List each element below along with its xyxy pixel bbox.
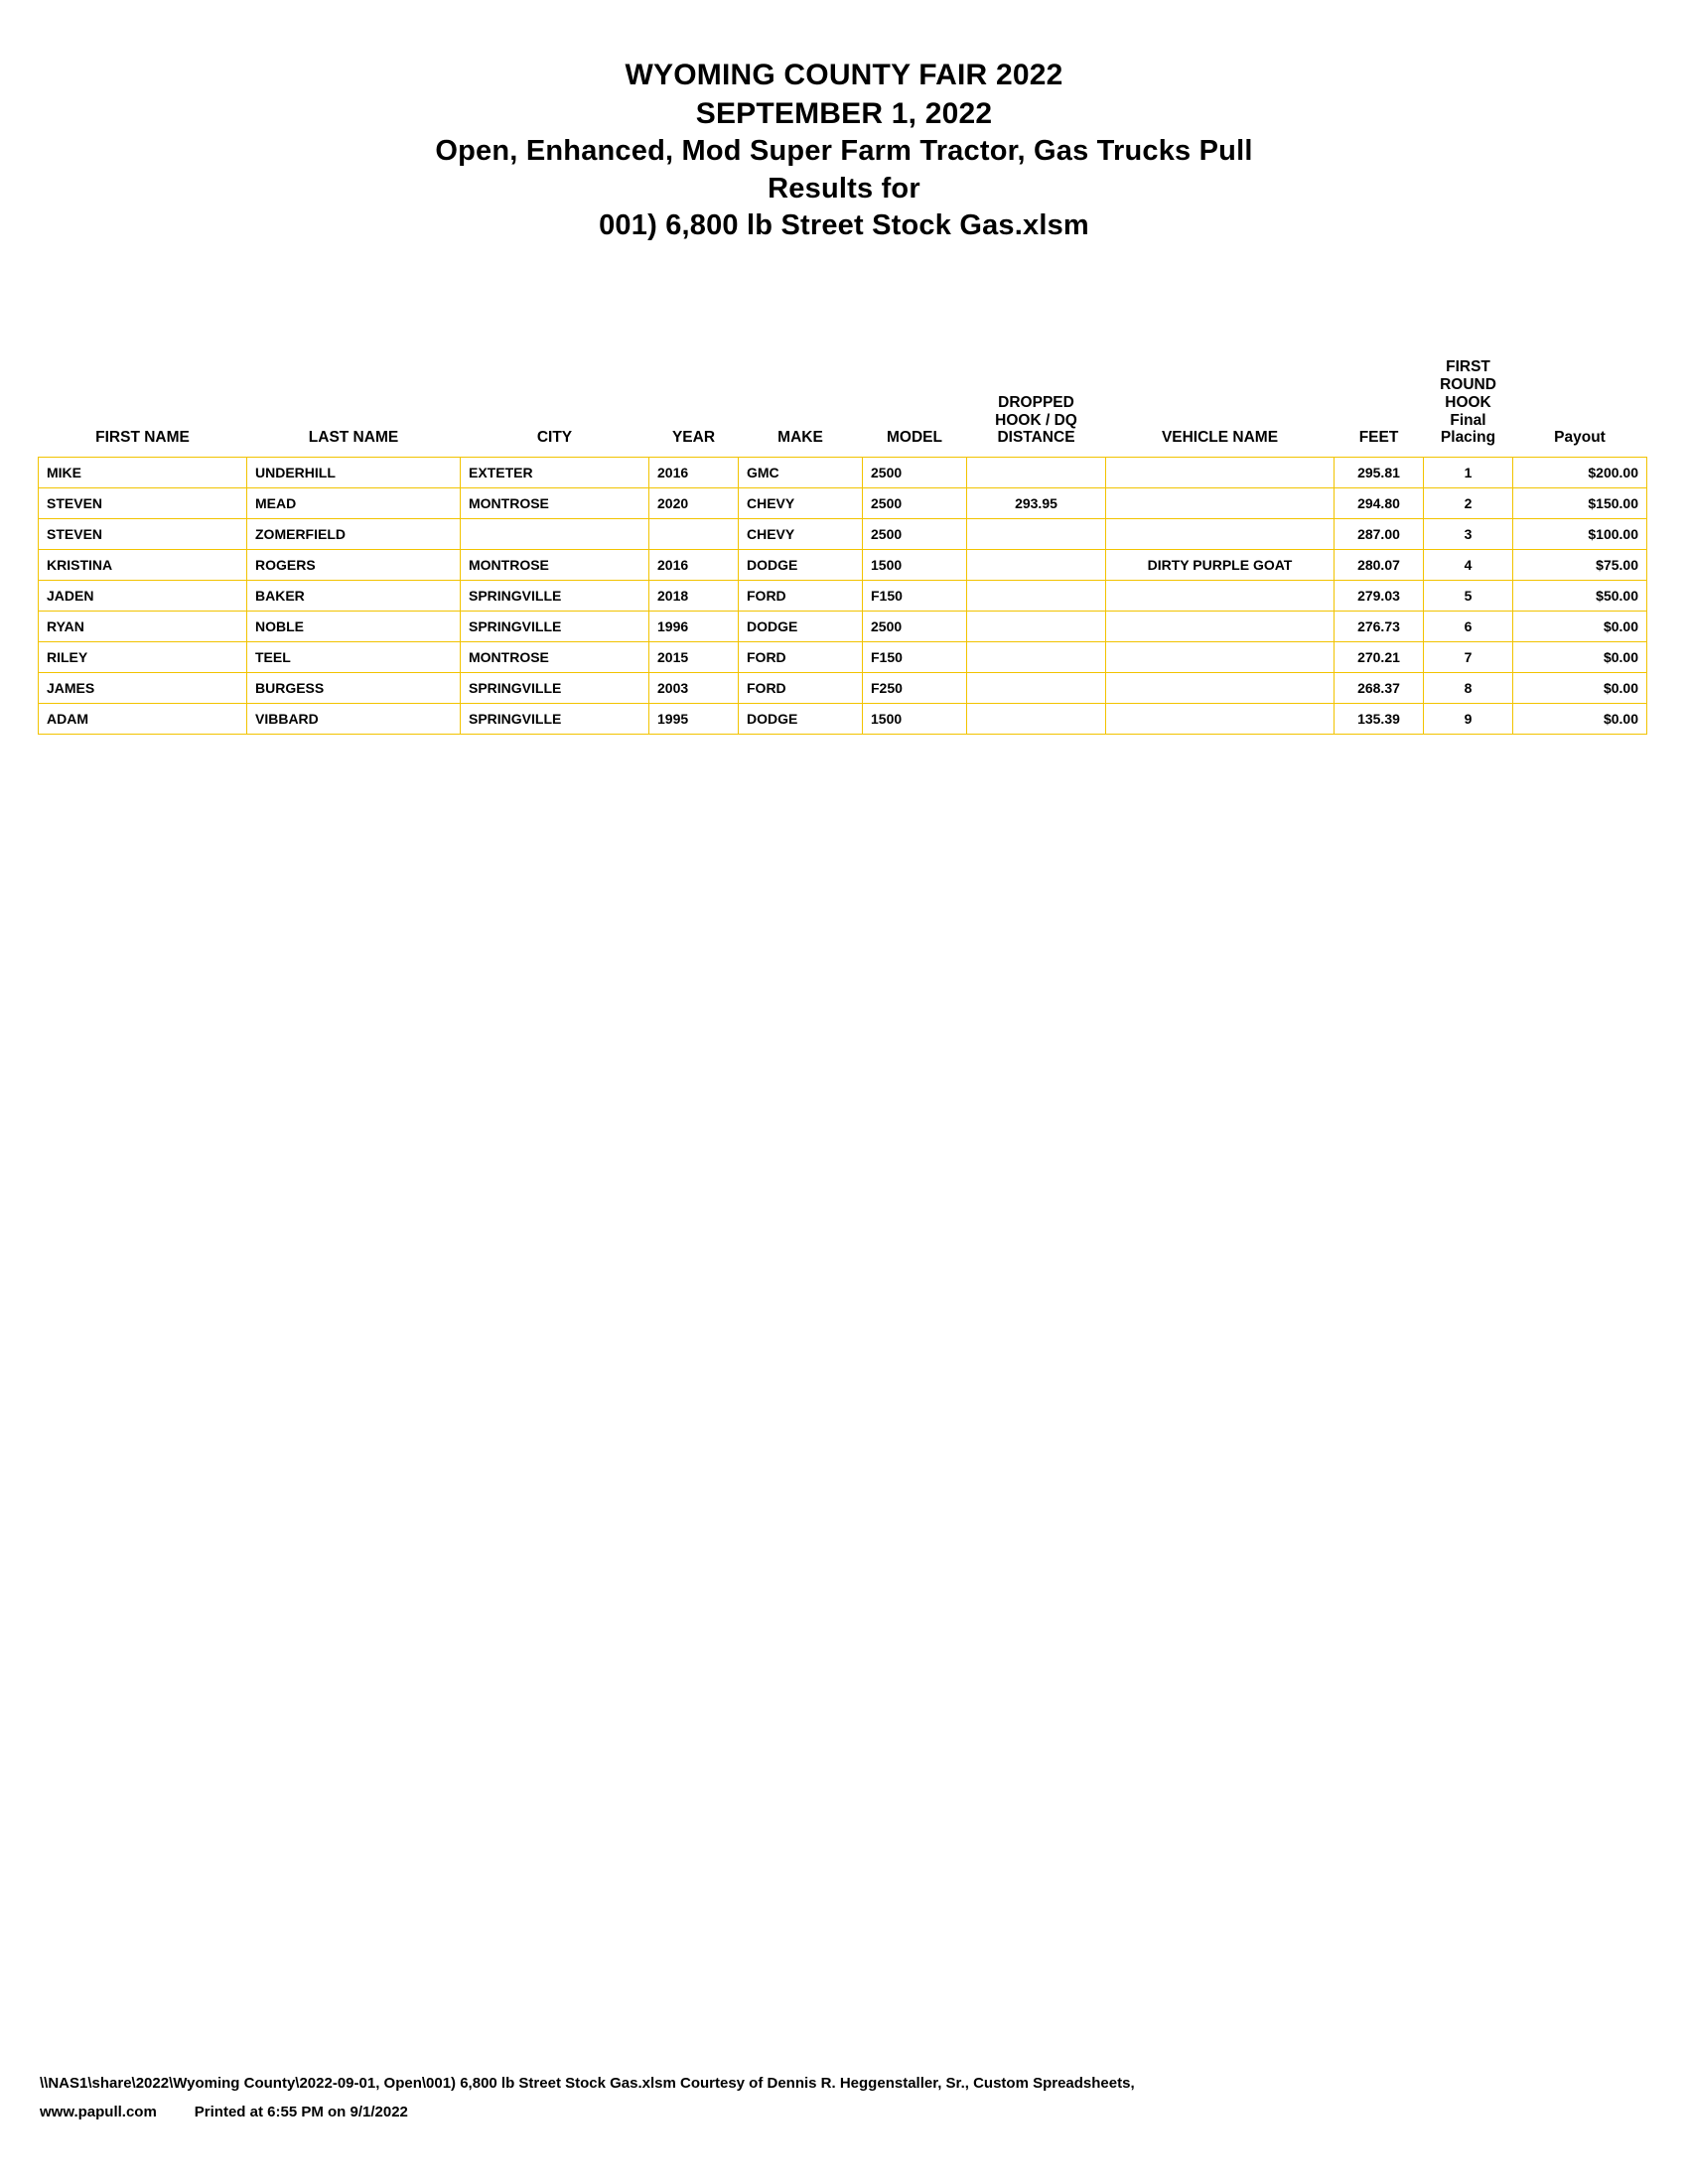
- table-row: [39, 488, 1647, 519]
- footer-path: \\NAS1\share\2022\Wyoming County\2022-09-01, Open\001) 6,800 lb Street Stock Gas.xlsm Courtesy of Dennis R. Heggenstaller, Sr., Custom Spreadsheets,: [40, 2075, 1135, 2092]
- header-results-for: Results for: [768, 172, 920, 205]
- cell-vehicle-name: [1106, 488, 1335, 519]
- footer-printed-timestamp: Printed at 6:55 PM on 9/1/2022: [194, 2103, 408, 2120]
- cell-city: [461, 519, 649, 550]
- cell-year: 2003: [649, 673, 739, 704]
- cell-model: 2500: [863, 612, 967, 642]
- col-header-dropped-line1: DROPPED: [998, 393, 1074, 411]
- cell-payout: $0.00: [1513, 704, 1647, 735]
- col-header-feet: FEET: [1358, 429, 1399, 447]
- cell-vehicle-name: [1106, 581, 1335, 612]
- cell-dropped: [967, 581, 1106, 612]
- col-header-city: CITY: [536, 429, 573, 447]
- col-header-last-name: LAST NAME: [308, 429, 399, 447]
- cell-city: SPRINGVILLE: [461, 581, 649, 612]
- cell-payout: $150.00: [1513, 488, 1647, 519]
- cell-model: 1500: [863, 550, 967, 581]
- cell-last-name: ROGERS: [247, 550, 461, 581]
- cell-vehicle-name: [1106, 519, 1335, 550]
- cell-last-name: NOBLE: [247, 612, 461, 642]
- cell-city: EXTETER: [461, 458, 649, 488]
- cell-feet: 276.73: [1335, 612, 1424, 642]
- cell-vehicle-name: [1106, 704, 1335, 735]
- cell-place: 6: [1424, 612, 1513, 642]
- cell-year: 2020: [649, 488, 739, 519]
- cell-place: 8: [1424, 673, 1513, 704]
- cell-year: 2018: [649, 581, 739, 612]
- results-table: [38, 354, 1647, 735]
- cell-payout: $0.00: [1513, 612, 1647, 642]
- cell-first-name: STEVEN: [39, 488, 247, 519]
- cell-feet: 135.39: [1335, 704, 1424, 735]
- col-header-payout: Payout: [1554, 429, 1606, 447]
- table-row: [39, 612, 1647, 642]
- cell-vehicle-name: [1106, 458, 1335, 488]
- cell-place: 7: [1424, 642, 1513, 673]
- cell-vehicle-name: [1106, 673, 1335, 704]
- cell-place: 1: [1424, 458, 1513, 488]
- col-header-vehicle-name: VEHICLE NAME: [1161, 429, 1279, 447]
- cell-place: 2: [1424, 488, 1513, 519]
- col-header-first-name: FIRST NAME: [95, 429, 190, 447]
- cell-city: SPRINGVILLE: [461, 704, 649, 735]
- col-header-first-round-line2: HOOK: [1445, 393, 1491, 411]
- results-table-head: [39, 354, 1647, 458]
- cell-vehicle-name: [1106, 642, 1335, 673]
- cell-make: CHEVY: [739, 519, 863, 550]
- footer-credits: [40, 2099, 1135, 2127]
- table-row: [39, 519, 1647, 550]
- cell-place: 4: [1424, 550, 1513, 581]
- cell-place: 5: [1424, 581, 1513, 612]
- results-table-body: [39, 458, 1647, 735]
- cell-last-name: UNDERHILL: [247, 458, 461, 488]
- cell-vehicle-name: [1106, 612, 1335, 642]
- cell-feet: 268.37: [1335, 673, 1424, 704]
- cell-last-name: MEAD: [247, 488, 461, 519]
- cell-dropped: [967, 458, 1106, 488]
- document-footer: [40, 2070, 1135, 2126]
- cell-payout: $0.00: [1513, 673, 1647, 704]
- cell-make: FORD: [739, 642, 863, 673]
- cell-payout: $200.00: [1513, 458, 1647, 488]
- header-title-fair: WYOMING COUNTY FAIR 2022: [625, 59, 1063, 91]
- cell-make: DODGE: [739, 704, 863, 735]
- cell-city: MONTROSE: [461, 488, 649, 519]
- col-header-dropped-line3: DISTANCE: [997, 429, 1075, 447]
- table-row: [39, 550, 1647, 581]
- cell-year: 2016: [649, 458, 739, 488]
- cell-city: MONTROSE: [461, 550, 649, 581]
- cell-make: FORD: [739, 673, 863, 704]
- cell-make: DODGE: [739, 612, 863, 642]
- cell-last-name: BAKER: [247, 581, 461, 612]
- cell-payout: $75.00: [1513, 550, 1647, 581]
- table-row: [39, 704, 1647, 735]
- document-header: [0, 0, 1688, 245]
- cell-feet: 294.80: [1335, 488, 1424, 519]
- cell-dropped: [967, 704, 1106, 735]
- cell-payout: $100.00: [1513, 519, 1647, 550]
- table-row: [39, 581, 1647, 612]
- cell-year: [649, 519, 739, 550]
- col-header-first-round-hook: [1424, 354, 1513, 458]
- cell-model: 2500: [863, 458, 967, 488]
- cell-payout: $0.00: [1513, 642, 1647, 673]
- cell-feet: 287.00: [1335, 519, 1424, 550]
- cell-last-name: TEEL: [247, 642, 461, 673]
- cell-dropped: [967, 673, 1106, 704]
- col-header-year: YEAR: [671, 429, 716, 447]
- cell-model: F150: [863, 581, 967, 612]
- cell-dropped: [967, 612, 1106, 642]
- cell-first-name: ADAM: [39, 704, 247, 735]
- cell-dropped: [967, 642, 1106, 673]
- cell-make: FORD: [739, 581, 863, 612]
- table-row: [39, 458, 1647, 488]
- cell-place: 9: [1424, 704, 1513, 735]
- cell-make: DODGE: [739, 550, 863, 581]
- cell-first-name: JADEN: [39, 581, 247, 612]
- cell-city: SPRINGVILLE: [461, 612, 649, 642]
- cell-first-name: MIKE: [39, 458, 247, 488]
- col-header-first-round-line3: Final Placing: [1440, 411, 1496, 447]
- cell-feet: 270.21: [1335, 642, 1424, 673]
- cell-model: 1500: [863, 704, 967, 735]
- cell-year: 1995: [649, 704, 739, 735]
- cell-year: 2016: [649, 550, 739, 581]
- cell-first-name: RYAN: [39, 612, 247, 642]
- table-row: [39, 673, 1647, 704]
- cell-feet: 279.03: [1335, 581, 1424, 612]
- cell-city: SPRINGVILLE: [461, 673, 649, 704]
- cell-make: GMC: [739, 458, 863, 488]
- results-table-container: [0, 354, 1688, 735]
- col-header-first-round-line1: FIRST ROUND: [1440, 358, 1496, 393]
- cell-year: 2015: [649, 642, 739, 673]
- cell-vehicle-name: DIRTY PURPLE GOAT: [1106, 550, 1335, 581]
- cell-dropped: [967, 519, 1106, 550]
- col-header-dropped-line2: HOOK / DQ: [995, 411, 1077, 429]
- header-event-classes: Open, Enhanced, Mod Super Farm Tractor, Gas Trucks Pull: [435, 135, 1253, 167]
- cell-feet: 280.07: [1335, 550, 1424, 581]
- header-date: SEPTEMBER 1, 2022: [695, 97, 993, 130]
- col-header-model: MODEL: [887, 429, 942, 447]
- cell-city: MONTROSE: [461, 642, 649, 673]
- table-header-row: [39, 354, 1647, 458]
- cell-payout: $50.00: [1513, 581, 1647, 612]
- col-header-make: MAKE: [777, 429, 823, 447]
- cell-place: 3: [1424, 519, 1513, 550]
- cell-year: 1996: [649, 612, 739, 642]
- cell-first-name: STEVEN: [39, 519, 247, 550]
- cell-model: F250: [863, 673, 967, 704]
- cell-first-name: RILEY: [39, 642, 247, 673]
- footer-website: www.papull.com: [40, 2103, 157, 2120]
- cell-first-name: JAMES: [39, 673, 247, 704]
- cell-first-name: KRISTINA: [39, 550, 247, 581]
- col-header-dropped-hook-distance: [967, 354, 1106, 458]
- table-row: [39, 642, 1647, 673]
- cell-model: 2500: [863, 488, 967, 519]
- cell-dropped: 293.95: [967, 488, 1106, 519]
- cell-last-name: BURGESS: [247, 673, 461, 704]
- cell-dropped: [967, 550, 1106, 581]
- cell-last-name: VIBBARD: [247, 704, 461, 735]
- cell-last-name: ZOMERFIELD: [247, 519, 461, 550]
- cell-make: CHEVY: [739, 488, 863, 519]
- cell-model: F150: [863, 642, 967, 673]
- cell-feet: 295.81: [1335, 458, 1424, 488]
- header-class-file: 001) 6,800 lb Street Stock Gas.xlsm: [599, 209, 1089, 242]
- cell-model: 2500: [863, 519, 967, 550]
